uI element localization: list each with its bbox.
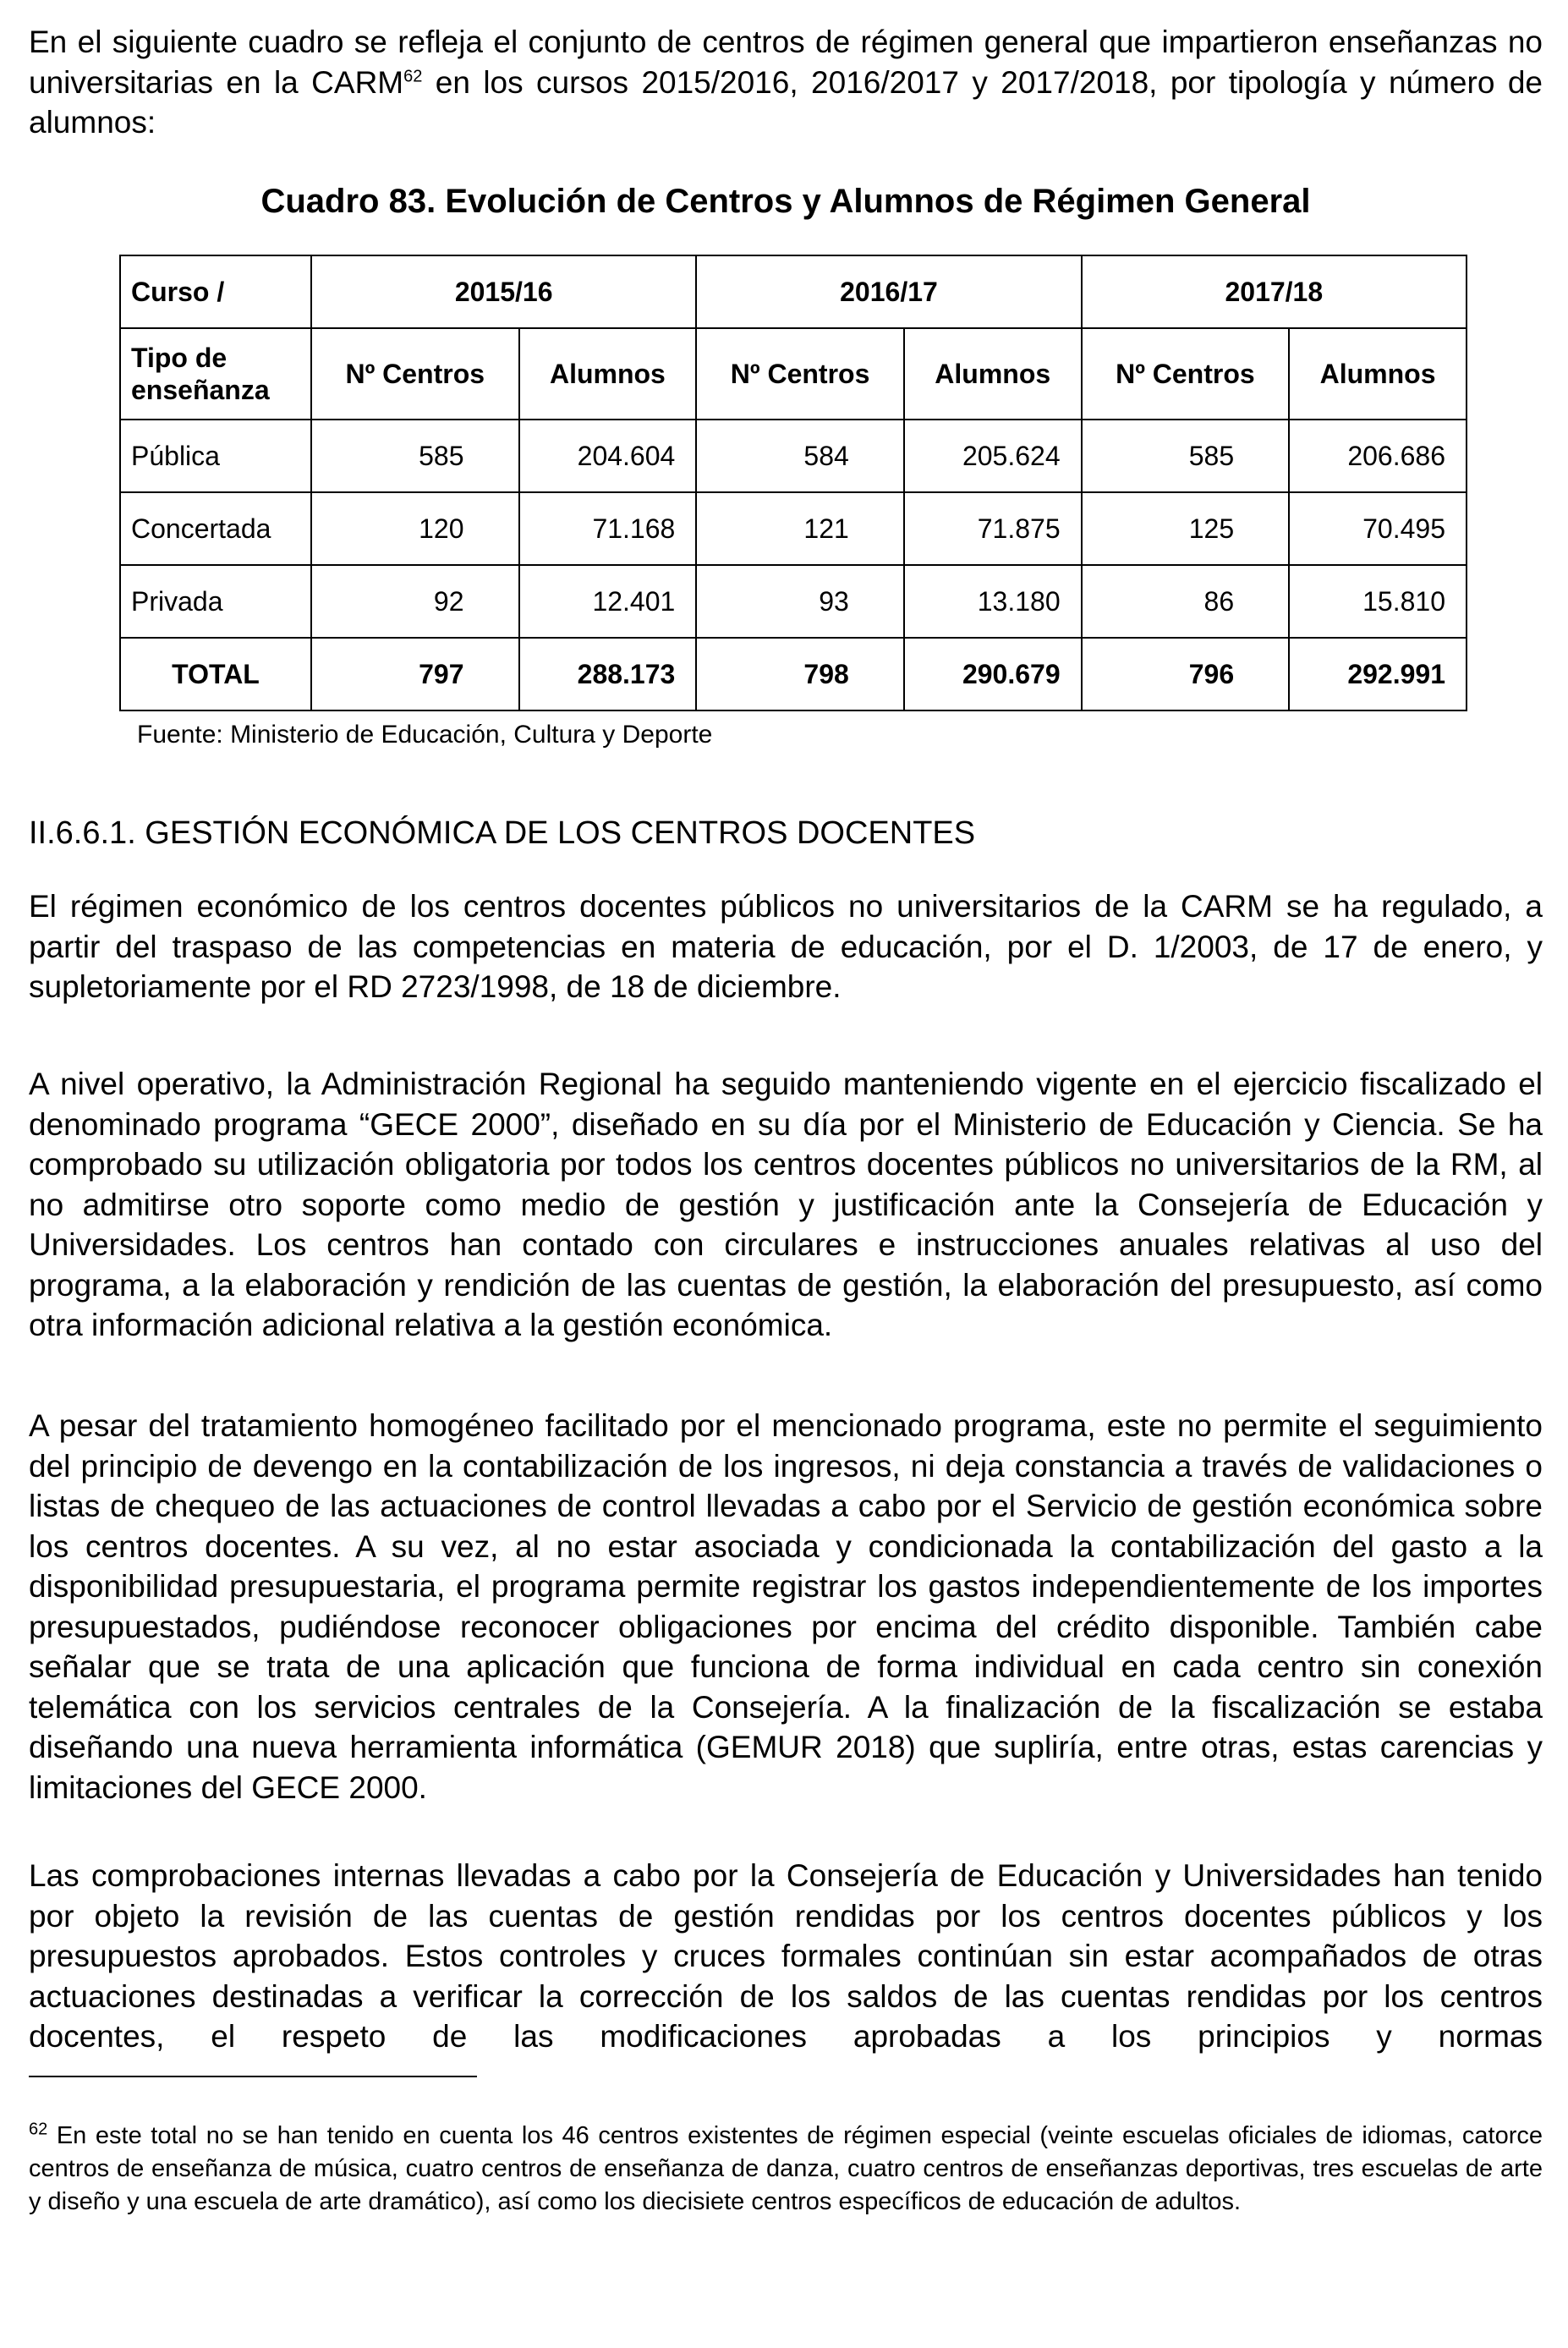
cell-alumnos: 288.173 bbox=[519, 638, 697, 710]
cell-alumnos: 70.495 bbox=[1289, 492, 1467, 565]
cell-centros: 585 bbox=[1082, 420, 1290, 492]
cell-alumnos: 204.604 bbox=[519, 420, 697, 492]
cell-alumnos: 12.401 bbox=[519, 565, 697, 638]
cell-alumnos: 71.168 bbox=[519, 492, 697, 565]
footnote-number: 62 bbox=[29, 2120, 48, 2139]
paragraph: A pesar del tratamiento homogéneo facilitado por el mencionado programa, este no permite el seguimiento del principio de devengo en la contabilización de los ingresos, ni deja constancia a través de validaciones o listas de chequeo de las actuaciones de control llevadas a cabo por el Servicio de gestión económica sobre los centros docentes. A su vez, al no estar asociada y condicionada la contabilización del gasto a la disponibilidad presupuestaria, el programa permite registrar los gastos independientemente de los importes presupuestados, pudiéndose reconocer obligaciones por encima del crédito disponible. También cabe señalar que se trata de una aplicación que funciona de forma individual en cada centro sin conexión telemática con los servicios centrales de la Consejería. A la finalización de la fiscalización se estaba diseñando una nueva herramienta informática (GEMUR 2018) que supliría, entre otras, estas carencias y limitaciones del GECE 2000. bbox=[29, 1408, 1543, 1805]
table-row bbox=[120, 492, 1467, 565]
cell-centros: 121 bbox=[696, 492, 904, 565]
header-centros: Nº Centros bbox=[696, 328, 904, 420]
cell-centros: 86 bbox=[1082, 565, 1290, 638]
header-tipo: Tipo de enseñanza bbox=[120, 328, 311, 420]
section-heading: II.6.6.1. GESTIÓN ECONÓMICA DE LOS CENTROS DOCENTES bbox=[29, 815, 976, 851]
footnote-text: En este total no se han tenido en cuenta los 46 centros existentes de régimen especial (veinte escuelas oficiales de idiomas, catorce centros de enseñanza de música, cuatro centros de enseñanza de danza, cuatro centros de enseñanzas deportivas, tres escuelas de arte y diseño y una escuela de arte dramático), así como los diecisiete centros específicos de educación de adultos. bbox=[29, 2122, 1543, 2215]
cell-alumnos: 205.624 bbox=[904, 420, 1082, 492]
intro-text-before: En el siguiente cuadro se refleja el conjunto de centros de régimen general que impartieron enseñanzas no universitarias en la CARM bbox=[29, 25, 1543, 100]
table-total-row bbox=[120, 638, 1467, 710]
paragraph: Las comprobaciones internas llevadas a cabo por la Consejería de Educación y Universidades han tenido por objeto la revisión de las cuentas de gestión rendidas por los centros docentes públicos y los presupuestos aprobados. Estos controles y cruces formales continúan sin estar acompañados de otras actuaciones destinadas a verificar la corrección de los saldos de las cuentas rendidas por los centros docentes, el respeto de las modificaciones aprobadas a los principios y normas bbox=[29, 1858, 1543, 2054]
row-label: Pública bbox=[120, 420, 311, 492]
cell-centros: 92 bbox=[311, 565, 519, 638]
footnote-separator bbox=[29, 2076, 477, 2077]
header-year: 2015/16 bbox=[311, 255, 696, 328]
table-header-columns bbox=[120, 328, 1467, 420]
header-year: 2017/18 bbox=[1082, 255, 1467, 328]
footnote bbox=[29, 2120, 1543, 2219]
row-label: Privada bbox=[120, 565, 311, 638]
cell-centros: 797 bbox=[311, 638, 519, 710]
header-centros: Nº Centros bbox=[1082, 328, 1290, 420]
cell-alumnos: 13.180 bbox=[904, 565, 1082, 638]
row-label: Concertada bbox=[120, 492, 311, 565]
intro-paragraph bbox=[29, 22, 1543, 143]
cell-alumnos: 71.875 bbox=[904, 492, 1082, 565]
cell-alumnos: 290.679 bbox=[904, 638, 1082, 710]
header-curso: Curso / bbox=[120, 255, 311, 328]
table-source: Fuente: Ministerio de Educación, Cultura y Deporte bbox=[137, 721, 713, 749]
header-alumnos: Alumnos bbox=[904, 328, 1082, 420]
cell-alumnos: 15.810 bbox=[1289, 565, 1467, 638]
paragraph: El régimen económico de los centros docentes públicos no universitarios de la CARM se ha regulado, a partir del traspaso de las competencias en materia de educación, por el D. 1/2003, de 17 de enero, y supletoriamente por el RD 2723/1998, de 18 de diciembre. bbox=[29, 889, 1543, 1004]
footnote-reference[interactable]: 62 bbox=[403, 67, 423, 86]
cell-centros: 798 bbox=[696, 638, 904, 710]
table-row bbox=[120, 565, 1467, 638]
intro-text-after: en los cursos 2015/2016, 2016/2017 y 2017/2018, por tipología y número de alumnos: bbox=[29, 64, 1543, 140]
table-row bbox=[120, 420, 1467, 492]
table-caption: Cuadro 83. Evolución de Centros y Alumnos de Régimen General bbox=[260, 183, 1311, 220]
cell-centros: 796 bbox=[1082, 638, 1290, 710]
centers-table bbox=[119, 255, 1467, 711]
cell-centros: 584 bbox=[696, 420, 904, 492]
cell-centros: 585 bbox=[311, 420, 519, 492]
row-label-total: TOTAL bbox=[120, 638, 311, 710]
header-alumnos: Alumnos bbox=[519, 328, 697, 420]
cell-alumnos: 206.686 bbox=[1289, 420, 1467, 492]
cell-centros: 125 bbox=[1082, 492, 1290, 565]
cell-alumnos: 292.991 bbox=[1289, 638, 1467, 710]
table-header-years bbox=[120, 255, 1467, 328]
header-year: 2016/17 bbox=[696, 255, 1081, 328]
cell-centros: 120 bbox=[311, 492, 519, 565]
header-centros: Nº Centros bbox=[311, 328, 519, 420]
header-alumnos: Alumnos bbox=[1289, 328, 1467, 420]
paragraph: A nivel operativo, la Administración Regional ha seguido manteniendo vigente en el ejercicio fiscalizado el denominado programa “GECE 2000”, diseñado en su día por el Ministerio de Educación y Ciencia. Se ha comprobado su utilización obligatoria por todos los centros docentes públicos no universitarios de la RM, al no admitirse otro soporte como medio de gestión y justificación ante la Consejería de Educación y Universidades. Los centros han contado con circulares e instrucciones anuales relativas al uso del programa, a la elaboración y rendición de las cuentas de gestión, la elaboración del presupuesto, así como otra información adicional relativa a la gestión económica. bbox=[29, 1067, 1543, 1342]
cell-centros: 93 bbox=[696, 565, 904, 638]
